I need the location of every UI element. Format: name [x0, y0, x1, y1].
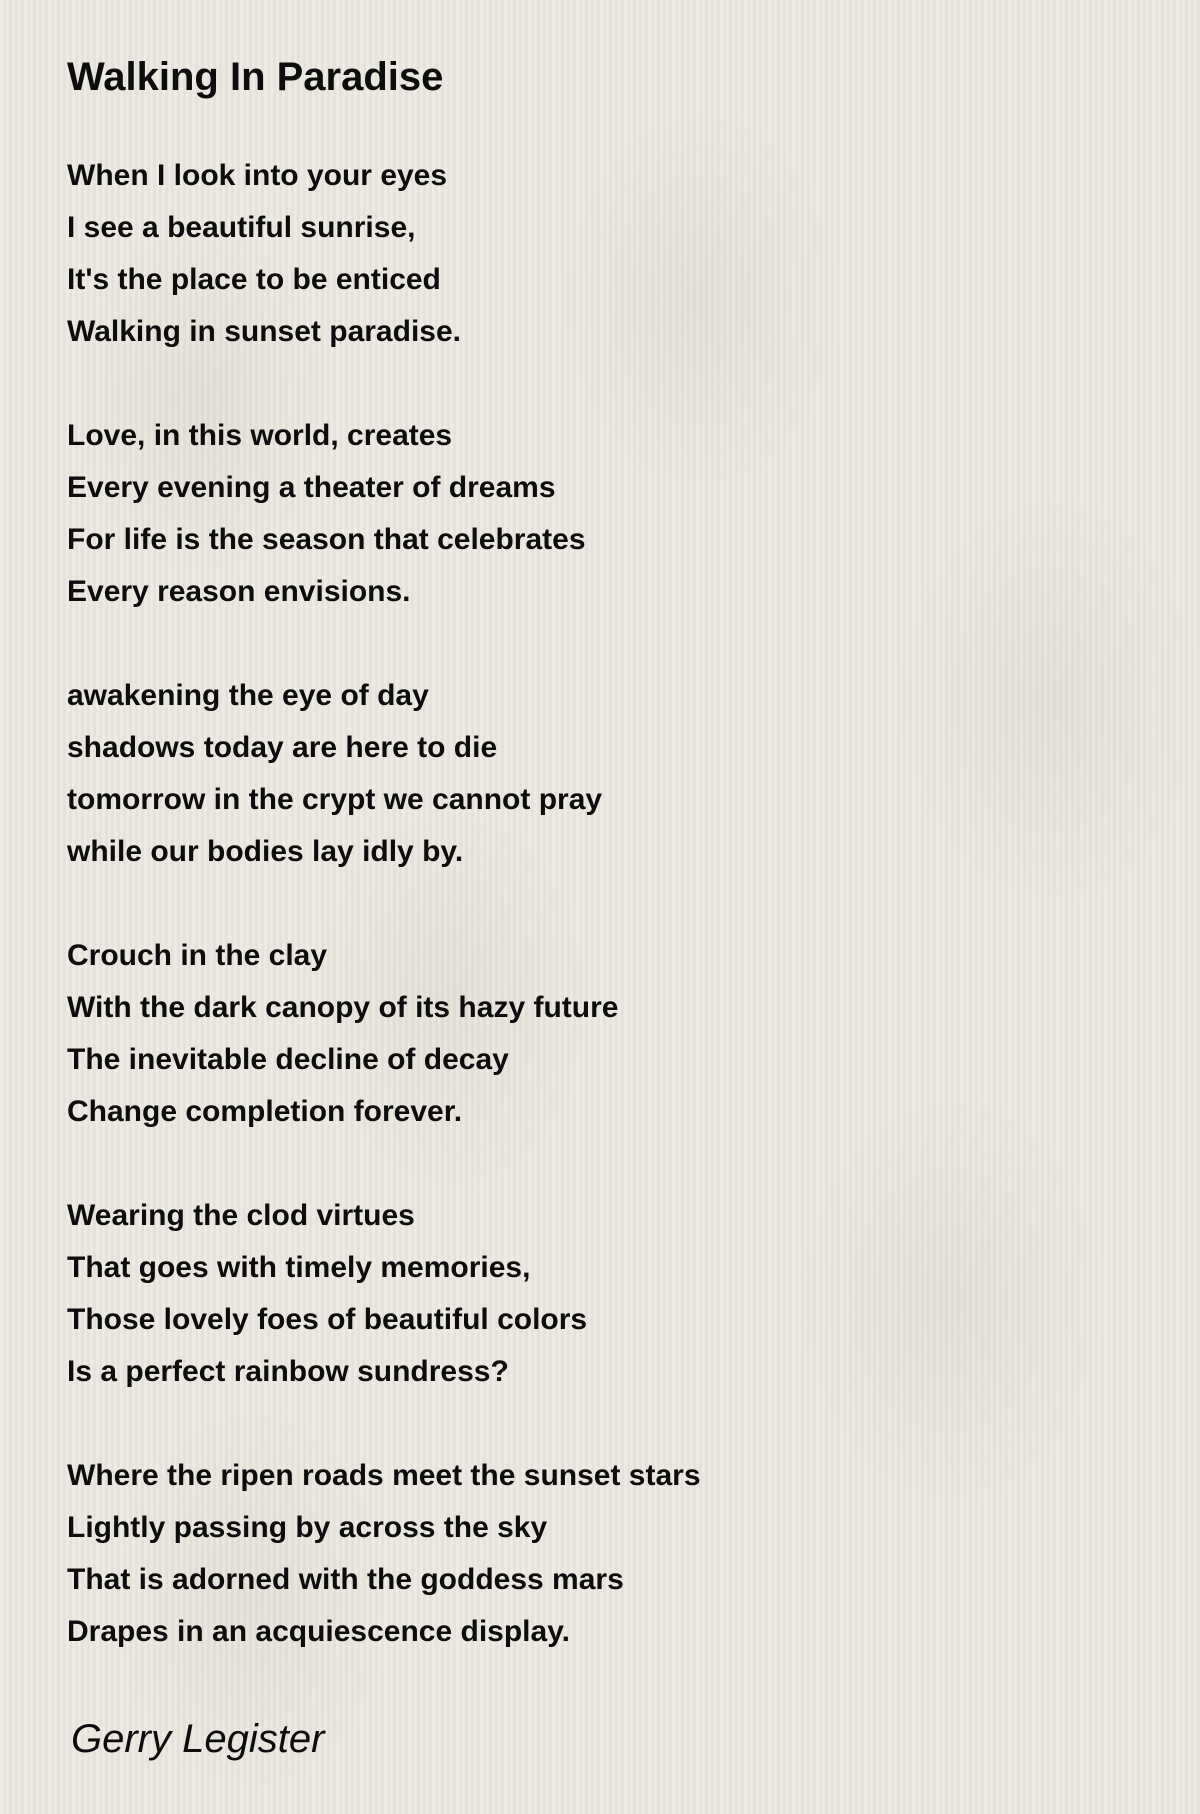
poem-title: Walking In Paradise	[67, 55, 444, 99]
poem-line: tomorrow in the crypt we cannot pray	[67, 783, 603, 816]
poem-line: Wearing the clod virtues	[67, 1199, 415, 1232]
poem-body	[67, 150, 701, 1710]
poem-line: while our bodies lay idly by.	[67, 835, 464, 868]
poem-line: It's the place to be enticed	[67, 263, 441, 296]
stanza-6	[67, 1450, 701, 1658]
poem-line: With the dark canopy of its hazy future	[67, 991, 619, 1024]
poem-line: Change completion forever.	[67, 1095, 463, 1128]
poem-line: Crouch in the clay	[67, 939, 328, 972]
poem-line: I see a beautiful sunrise,	[67, 211, 416, 244]
poem-line: That is adorned with the goddess mars	[67, 1563, 624, 1596]
poem-line: Love, in this world, creates	[67, 419, 453, 452]
stanza-2	[67, 410, 701, 618]
poem-line: shadows today are here to die	[67, 731, 498, 764]
poem-line: Where the ripen roads meet the sunset stars	[67, 1459, 701, 1492]
poem-line: Lightly passing by across the sky	[67, 1511, 548, 1544]
poem-line: Walking in sunset paradise.	[67, 315, 461, 348]
poem-line: Drapes in an acquiescence display.	[67, 1615, 570, 1648]
poem-line: For life is the season that celebrates	[67, 523, 586, 556]
poem-line: Every evening a theater of dreams	[67, 471, 556, 504]
poem-line: Is a perfect rainbow sundress?	[67, 1355, 509, 1388]
poem-line: Every reason envisions.	[67, 575, 411, 608]
stanza-5	[67, 1190, 701, 1398]
poem-author: Gerry Legister	[71, 1717, 325, 1761]
poem-line: Those lovely foes of beautiful colors	[67, 1303, 588, 1336]
poem-line: When I look into your eyes	[67, 159, 448, 192]
poem-line: That goes with timely memories,	[67, 1251, 531, 1284]
stanza-1	[67, 150, 701, 358]
poem-line: The inevitable decline of decay	[67, 1043, 509, 1076]
stanza-3	[67, 670, 701, 878]
poem-line: awakening the eye of day	[67, 679, 429, 712]
stanza-4	[67, 930, 701, 1138]
